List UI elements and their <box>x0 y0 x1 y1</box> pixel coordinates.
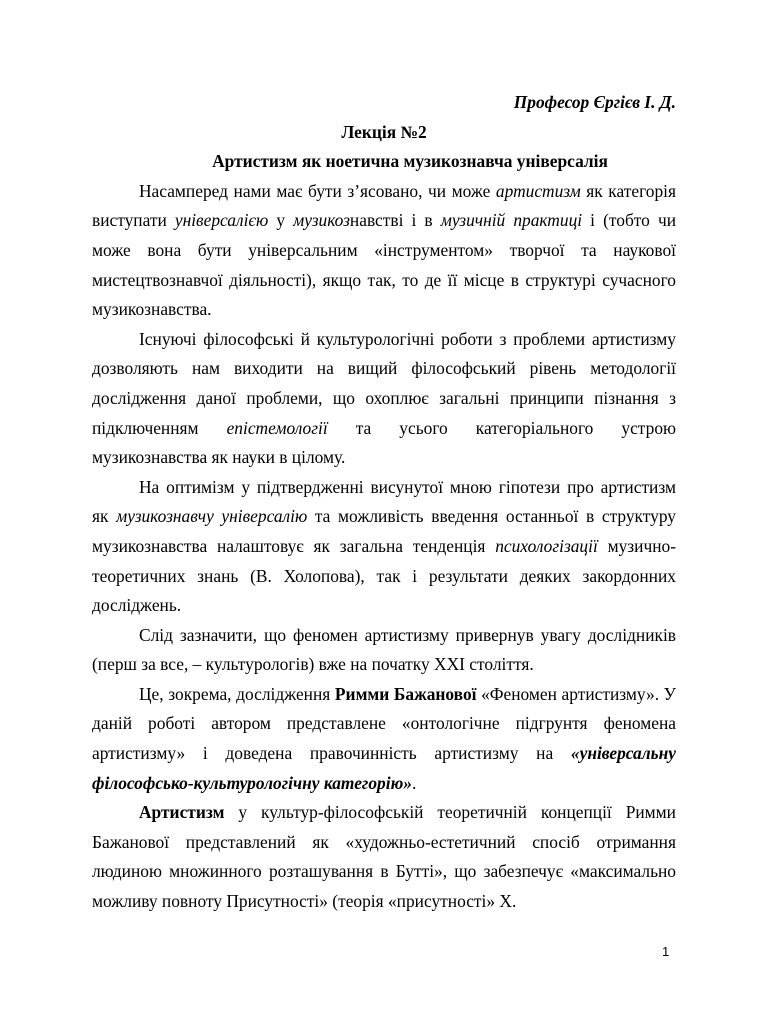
text-run: музичній практиці <box>440 210 583 231</box>
text-run: у <box>268 210 294 231</box>
body-paragraph <box>92 177 676 325</box>
text-run: Римми Бажанової <box>334 683 477 704</box>
text-run: Артистизм <box>139 802 225 823</box>
text-run: та усього категоріального устрою музикознавства як науки в цілому. <box>92 417 677 468</box>
text-run: . <box>411 772 417 793</box>
text-run: Насамперед нами має бути з’ясовано, чи може <box>139 180 496 201</box>
text-run: артистизм <box>495 180 581 201</box>
text-run: музикоз <box>293 210 350 231</box>
text-run: психологізації <box>495 535 598 556</box>
text-run: Це, зокрема, дослідження <box>139 683 335 704</box>
text-run: та можливість введення останньої в структуру музикознавства налаштовує як загальна тенденція <box>92 506 677 556</box>
text-run: як категорія виступати <box>92 180 676 231</box>
lecture-title: Артистизм як ноетична музикознавча універсалія <box>212 151 608 172</box>
text-run: «універсальну філософсько-культурологічну категорію» <box>92 743 676 793</box>
text-run: універсалією <box>174 210 269 231</box>
text-run: Слід зазначити, що феномен артистизму привернув увагу дослідників (перш за все, – культурологів) вже на початку XXI століття. <box>92 624 676 675</box>
text-run: «Феномен артистизму». У даній роботі автором представлене «онтологічне підгрунтя феномена артистизму» і доведена правочинність артистизму на <box>92 683 676 764</box>
text-run: епістемології <box>226 417 328 438</box>
lecture-number: Лекція №2 <box>341 121 427 142</box>
text-run: і (тобто чи може вона бути універсальним «інструментом» творчої та наукової мистецтвознавчої діяльності), якщо так, то де її місце в структурі сучасного музикознавства. <box>92 210 677 320</box>
body-paragraph <box>92 621 676 680</box>
text-run: музично-теоретичних знань (В. Холопова), так і результати деяких закордонних досліджень. <box>92 535 676 616</box>
text-run: Існуючі філософські й культурологічні роботи з проблеми артистизму дозволяють нам виходити на вищий філософський рівень методології дослідження даної проблеми, що охоплює загальні принципи пізнання з підключенням <box>92 328 676 438</box>
body-paragraph <box>92 325 676 473</box>
text-run: музикознавчу універсалію <box>116 506 308 527</box>
text-run: у культур-філософській теоретичній концепції Римми Бажанової представлений як «художньо-естетичний спосіб отримання людиною множинного розташування в Бутті», що забезпечує «максимально можливу повноту Присутності» (теорія «присутності» Х. <box>92 802 676 912</box>
text-run: На оптимізм у підтвердженні висунутої мною гіпотези про артистизм як <box>92 476 676 527</box>
author-line: Професор Єргієв І. Д. <box>513 92 676 112</box>
body-paragraph <box>92 680 676 798</box>
body-text <box>92 177 676 917</box>
body-paragraph <box>92 473 676 621</box>
text-run: навстві і в <box>349 210 441 231</box>
body-paragraph <box>92 798 676 916</box>
page-number: 1 <box>662 944 670 959</box>
document-page <box>92 88 676 917</box>
